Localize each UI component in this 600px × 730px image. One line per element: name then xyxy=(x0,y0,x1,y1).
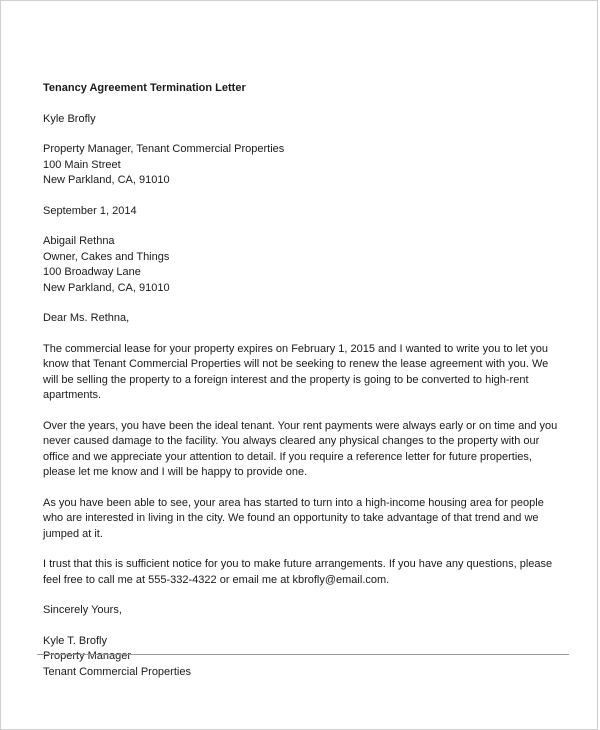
sender-address xyxy=(43,142,563,189)
signature-line: Property Manager xyxy=(43,650,132,662)
recipient-address-line: Owner, Cakes and Things xyxy=(43,250,170,263)
body-paragraph: I trust that this is sufficient notice for you to make future arrangements. If you have any questions, please feel free to call me at 555-332-4322 or email me at kbrofly@email.com. xyxy=(43,558,553,586)
letter-date: September 1, 2014 xyxy=(43,204,137,217)
salutation: Dear Ms. Rethna, xyxy=(43,312,130,324)
body-paragraph: As you have been able to see, your area has started to turn into a high-income housing area for people who are interested in living in the city. We found an opportunity to take advantage of that trend and we jumped at it. xyxy=(43,496,544,540)
closing-block xyxy=(43,603,563,619)
page-divider xyxy=(37,654,569,655)
sender-address-line: Property Manager, Tenant Commercial Properties xyxy=(43,143,285,155)
letter-title: Tenancy Agreement Termination Letter xyxy=(43,82,246,94)
recipient-address-line: New Parkland, CA, 91010 xyxy=(43,281,170,294)
signature-block xyxy=(43,634,563,681)
recipient-address-line: Abigail Rethna xyxy=(43,235,115,247)
body-paragraph: Over the years, you have been the ideal tenant. Your rent payments were always early or on time and you never caused damage to the facility. You always cleared any physical changes to the property with our office and we appreciate your attention to detail. If you require a reference letter for future properties, please let me know and I will be happy to provide one. xyxy=(43,419,558,478)
sender-name: Kyle Brofly xyxy=(43,112,96,125)
sender-name-block xyxy=(43,112,563,128)
salutation-block xyxy=(43,311,563,327)
body-paragraph: The commercial lease for your property expires on February 1, 2015 and I wanted to write you to let you know that Tenant Commercial Properties will not be seeking to renew the lease agreement with you. We will be selling the property to a foreign interest and the property is going to be converted to high-rent apartments. xyxy=(43,342,549,401)
date-block xyxy=(43,204,563,220)
recipient-address-line: 100 Broadway Lane xyxy=(43,266,141,278)
signature-line: Kyle T. Brofly xyxy=(43,634,107,647)
letter-body xyxy=(43,81,563,680)
sender-address-line: 100 Main Street xyxy=(43,158,121,171)
closing: Sincerely Yours, xyxy=(43,604,122,616)
recipient-address xyxy=(43,234,563,296)
signature-line: Tenant Commercial Properties xyxy=(43,665,191,678)
sender-address-line: New Parkland, CA, 91010 xyxy=(43,174,170,186)
